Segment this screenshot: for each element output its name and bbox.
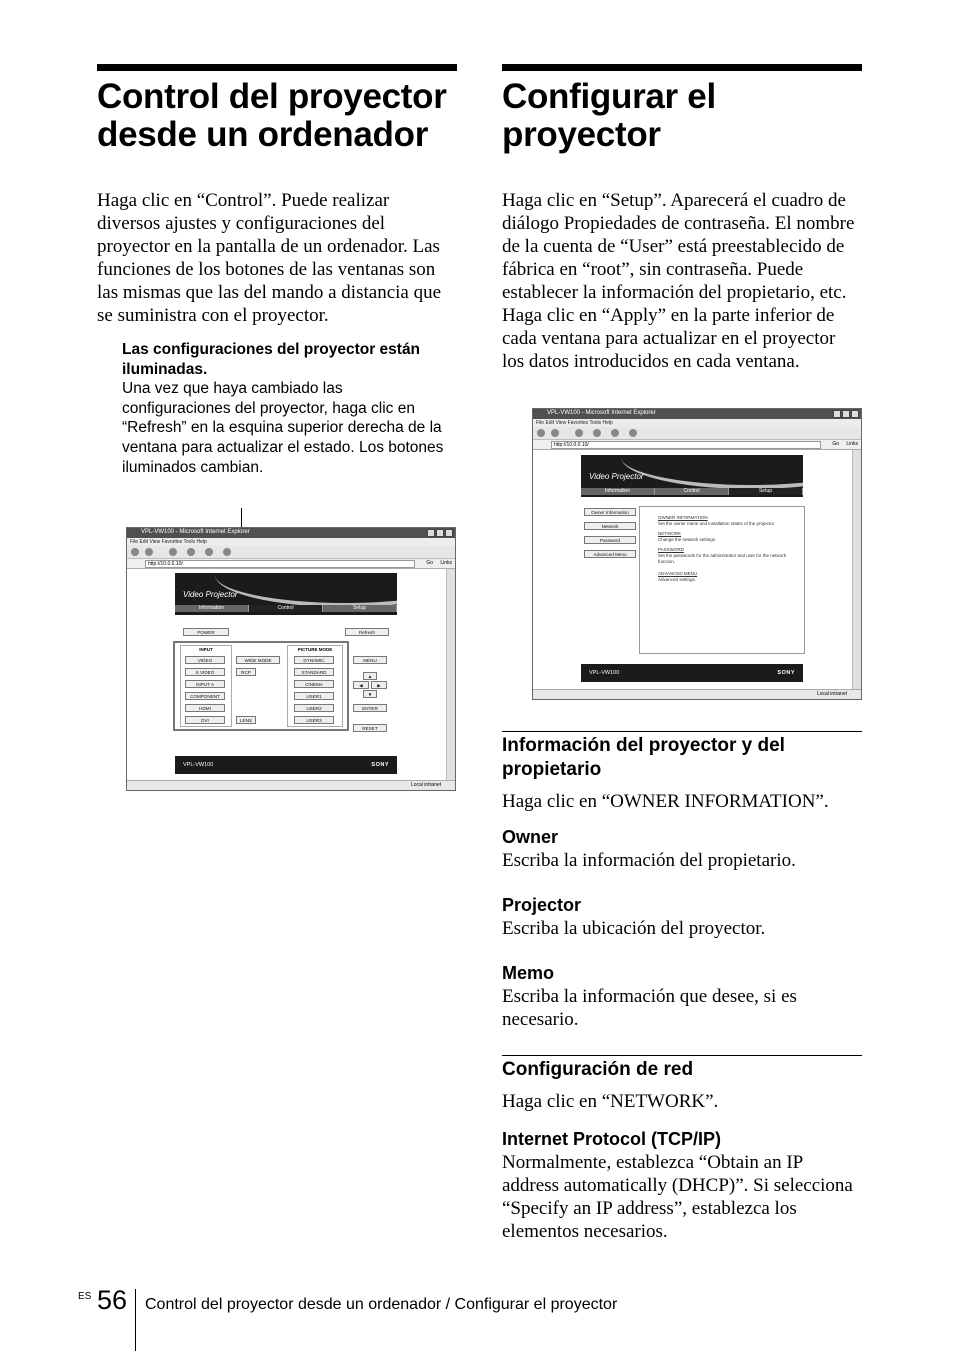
tcp-heading: Internet Protocol (TCP/IP) [502, 1129, 722, 1149]
sony-logo: SONY [777, 670, 795, 676]
search-icon[interactable] [169, 548, 177, 556]
heading-rule [97, 64, 457, 71]
left-title: Control del proyector desde un ordenador [97, 77, 447, 154]
input-label: INPUT [199, 647, 213, 652]
password-button[interactable]: Password [584, 536, 636, 544]
browser-toolbar [127, 546, 455, 559]
mode-standard-button[interactable]: STANDARD [294, 668, 334, 676]
owner-information-link[interactable]: OWNER INFORMATION [658, 515, 708, 520]
desc-password: PASSWORD Set the passwords for the administrator and user for the network function. [658, 547, 787, 564]
note-heading: Las configuraciones del proyector están iluminadas. [122, 341, 421, 378]
nav-tabs [175, 605, 397, 612]
back-icon[interactable] [131, 548, 139, 556]
page-content [127, 569, 447, 781]
menu-bar[interactable]: File Edit View Favorites Tools Help [533, 419, 861, 427]
mode-user2-button[interactable]: USER2 [294, 704, 334, 712]
note-text: Una vez que haya cambiado las configuraciones del proyector, haga clic en “Refresh” en la esquina superior derecha de la ventana para actualizar el estado. Los botones iluminados cambian. [122, 380, 444, 476]
mode-user3-button[interactable]: USER3 [294, 716, 334, 724]
minimize-icon[interactable] [427, 529, 435, 537]
tab-control[interactable]: Control [249, 605, 323, 612]
minimize-icon[interactable] [833, 410, 841, 418]
sony-logo: SONY [371, 762, 389, 768]
model-footer [581, 664, 803, 682]
page-footer [78, 1287, 878, 1351]
description-panel [639, 506, 805, 654]
projector-heading: Projector [502, 895, 582, 915]
address-bar [127, 559, 455, 569]
tab-setup[interactable]: Setup [729, 488, 803, 495]
links-label[interactable]: Links [846, 441, 858, 447]
page-number: 56 [97, 1285, 128, 1315]
status-bar [127, 780, 455, 790]
favorites-icon[interactable] [593, 429, 601, 437]
media-icon[interactable] [611, 429, 619, 437]
mode-cinema-button[interactable]: CINEMA [294, 680, 334, 688]
input-video-button[interactable]: VIDEO [185, 656, 225, 664]
heading-rule [502, 64, 862, 71]
right-column [502, 64, 862, 373]
owner-information-button[interactable]: Owner Information [584, 508, 636, 516]
tcp-text: Normalmente, establezca “Obtain an IP address automatically (DHCP)”. Si selecciona “Specify an IP address”, establezca los elementos necesarios. [502, 1152, 853, 1242]
model-name: VPL-VW100 [183, 762, 214, 768]
section-owner-heading: Información del proyector y del propietario [502, 731, 862, 782]
network-button[interactable]: Network [584, 522, 636, 530]
maximize-icon[interactable] [842, 410, 850, 418]
memo-heading: Memo [502, 963, 555, 983]
favorites-icon[interactable] [187, 548, 195, 556]
footer-divider [135, 1289, 136, 1351]
desc-owner: OWNER INFORMATION Set the owner name and installation states of the projector [658, 515, 775, 526]
model-footer [175, 756, 397, 774]
desc-network: NETWORK Change the network settings. [658, 531, 717, 542]
scrollbar[interactable] [446, 569, 455, 781]
tab-information[interactable]: Information [581, 488, 655, 495]
left-column [97, 64, 457, 477]
owner-text: Escriba la información del propietario. [502, 850, 796, 871]
go-button[interactable]: Go [426, 560, 433, 566]
status-text: Local intranet [410, 782, 441, 788]
mode-dynamic-button[interactable]: DYNAMIC [294, 656, 334, 664]
tab-control[interactable]: Control [655, 488, 729, 495]
browser-toolbar [533, 427, 861, 440]
right-intro: Haga clic en “Setup”. Aparecerá el cuadro de diálogo Propiedades de contraseña. El nombre de la cuenta de “User” está preestablecido de fábrica en “root”, sin contraseña. Puede establecer la información del propietario, etc. Haga clic en “Apply” en la parte inferior de cada ventana para actualizar en el proyector los datos introducidos en cada ventana. [502, 190, 855, 372]
links-label[interactable]: Links [440, 560, 452, 566]
tab-setup[interactable]: Setup [323, 605, 397, 612]
network-link[interactable]: NETWORK [658, 531, 681, 536]
status-bar [533, 689, 861, 699]
menu-bar[interactable]: File Edit View Favorites Tools Help [127, 538, 455, 546]
search-icon[interactable] [575, 429, 583, 437]
right-sections [502, 731, 862, 1243]
reset-button[interactable]: RESET [353, 724, 387, 732]
input-component-button[interactable]: COMPONENT [185, 692, 225, 700]
window-title: VPL-VW100 - Microsoft Internet Explorer [141, 529, 250, 535]
address-input[interactable]: http://10.0.0.10/ [551, 441, 821, 449]
running-title: Control del proyector desde un ordenador / Configurar el proyector [145, 1296, 618, 1313]
setup-screenshot [532, 408, 862, 700]
close-icon[interactable] [445, 529, 453, 537]
maximize-icon[interactable] [436, 529, 444, 537]
tab-information[interactable]: Information [175, 605, 249, 612]
language-code: ES [78, 1291, 92, 1302]
password-link[interactable]: PASSWORD [658, 547, 684, 552]
memo-text: Escriba la información que desee, si es necesario. [502, 986, 797, 1030]
address-bar [533, 440, 861, 450]
power-button[interactable]: POWER [183, 628, 229, 636]
desc-advanced: ADVANCED MENU Advanced settings. [658, 571, 698, 582]
input-a-button[interactable]: INPUT A [185, 680, 225, 688]
section-network-heading: Configuración de red [502, 1055, 862, 1082]
up-arrow-icon[interactable]: ▲ [363, 672, 377, 680]
input-dvi-button[interactable]: DVI [185, 716, 225, 724]
picture-mode-label: PICTURE MODE [297, 647, 333, 652]
input-hdmi-button[interactable]: HDMI [185, 704, 225, 712]
nav-tabs [581, 488, 803, 495]
back-icon[interactable] [537, 429, 545, 437]
enter-button[interactable]: ENTER [353, 704, 387, 712]
input-svideo-button[interactable]: S VIDEO [185, 668, 225, 676]
address-input[interactable]: http://10.0.0.10/ [145, 560, 415, 568]
mode-user1-button[interactable]: USER1 [294, 692, 334, 700]
media-icon[interactable] [205, 548, 213, 556]
model-name: VPL-VW100 [589, 670, 620, 676]
forward-icon[interactable] [145, 548, 153, 556]
forward-icon[interactable] [551, 429, 559, 437]
wide-mode-button[interactable]: WIDE MODE [236, 656, 280, 664]
right-title: Configurar el proyector [502, 77, 716, 154]
menu-button[interactable]: MENU [353, 656, 387, 664]
rcp-button[interactable]: RCP [236, 668, 256, 676]
projector-text: Escriba la ubicación del proyector. [502, 918, 766, 939]
banner-title: Video Projector [183, 590, 238, 599]
status-text: Local intranet [816, 691, 847, 697]
control-screenshot [126, 527, 456, 791]
advanced-menu-link[interactable]: ADVANCED MENU [658, 571, 698, 576]
page-content [533, 450, 853, 690]
scrollbar[interactable] [852, 450, 861, 690]
left-arrow-icon[interactable]: ◀ [353, 681, 369, 689]
window-title: VPL-VW100 - Microsoft Internet Explorer [547, 410, 656, 416]
mail-icon[interactable] [223, 548, 231, 556]
mail-icon[interactable] [629, 429, 637, 437]
close-icon[interactable] [851, 410, 859, 418]
note [122, 340, 452, 477]
left-intro: Haga clic en “Control”. Puede realizar diversos ajustes y configuraciones del proyector en la pantalla de un ordenador. Las funciones de los botones de las ventanas son las mismas que las del mando a distancia que se suministra con el proyector. [97, 190, 442, 326]
advanced-menu-button[interactable]: Advanced Menu [584, 550, 636, 558]
down-arrow-icon[interactable]: ▼ [363, 690, 377, 698]
go-button[interactable]: Go [832, 441, 839, 447]
section-network-text: Haga clic en “NETWORK”. [502, 1091, 719, 1112]
lens-button[interactable]: LENS [236, 716, 256, 724]
right-arrow-icon[interactable]: ▶ [371, 681, 387, 689]
section-owner-text: Haga clic en “OWNER INFORMATION”. [502, 791, 829, 812]
owner-heading: Owner [502, 827, 559, 847]
banner-title: Video Projector [589, 472, 644, 481]
refresh-button[interactable]: Refresh [345, 628, 389, 636]
